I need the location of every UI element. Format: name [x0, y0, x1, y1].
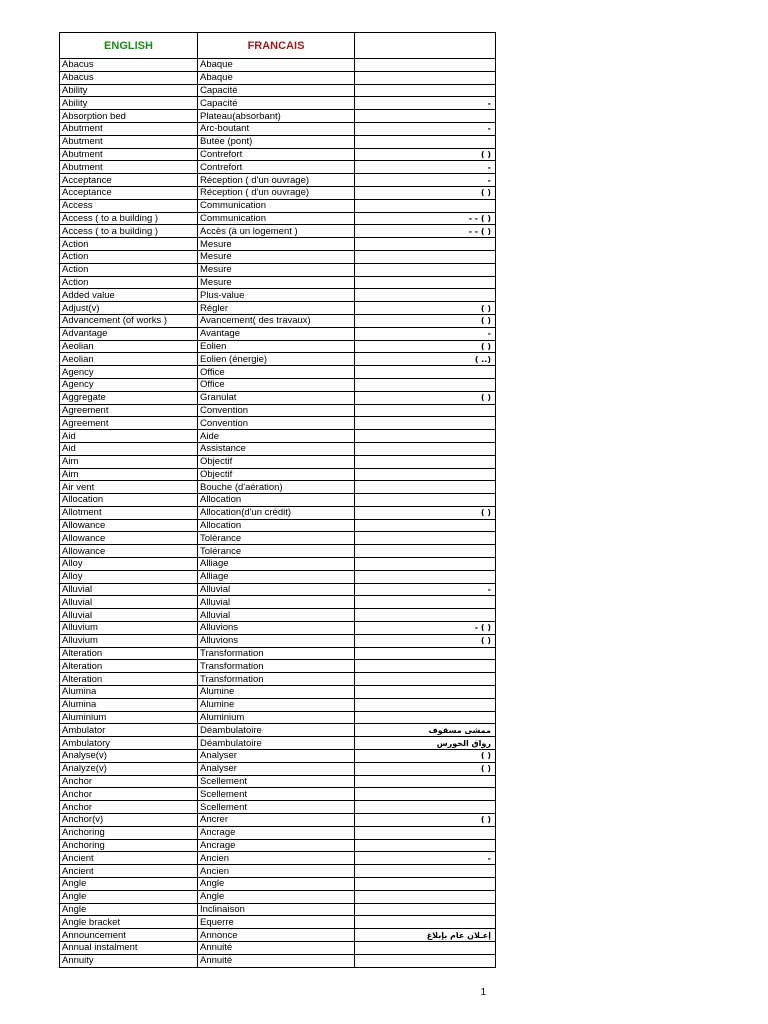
french-term: Avantage [198, 327, 355, 340]
arabic-term [355, 481, 496, 494]
arabic-term [355, 609, 496, 622]
arabic-term: ( ) [355, 314, 496, 327]
table-row [60, 148, 496, 161]
french-term: Plus-value [198, 289, 355, 302]
arabic-term [355, 647, 496, 660]
arabic-term: ممشى مسقوف [355, 724, 496, 737]
french-term: Contrefort [198, 161, 355, 174]
french-term: Capacité [198, 97, 355, 110]
french-term: Objectif [198, 468, 355, 481]
table-row [60, 199, 496, 212]
french-term: Mesure [198, 263, 355, 276]
arabic-term [355, 468, 496, 481]
french-term: Accès (à un logement ) [198, 225, 355, 238]
arabic-term [355, 545, 496, 558]
english-term: Agency [60, 378, 198, 391]
french-term: Angle [198, 890, 355, 903]
french-term: Tolérance [198, 532, 355, 545]
arabic-term [355, 916, 496, 929]
arabic-term [355, 430, 496, 443]
arabic-term: ( ) [355, 391, 496, 404]
french-term: Annuité [198, 941, 355, 954]
french-term: Réception ( d'un ouvrage) [198, 174, 355, 187]
arabic-term: - [355, 174, 496, 187]
arabic-term: ( ) [355, 506, 496, 519]
table-row [60, 378, 496, 391]
french-term: Ancien [198, 852, 355, 865]
table-row [60, 404, 496, 417]
table-row [60, 122, 496, 135]
english-term: Access ( to a building ) [60, 225, 198, 238]
table-row [60, 110, 496, 123]
french-term: Convention [198, 417, 355, 430]
french-term: Analyser [198, 762, 355, 775]
french-term: Scellement [198, 801, 355, 814]
english-term: Advantage [60, 327, 198, 340]
table-row [60, 225, 496, 238]
table-row [60, 852, 496, 865]
french-term: Abaque [198, 71, 355, 84]
french-term: Arc-boutant [198, 122, 355, 135]
french-term: Alluvial [198, 609, 355, 622]
french-term: Equerre [198, 916, 355, 929]
arabic-term: ( ) - - [355, 225, 496, 238]
french-term: Tolérance [198, 545, 355, 558]
english-term: Aid [60, 442, 198, 455]
table-row [60, 954, 496, 967]
table-row [60, 391, 496, 404]
english-term: Alloy [60, 558, 198, 571]
french-term: Office [198, 366, 355, 379]
english-term: Access ( to a building ) [60, 212, 198, 225]
table-row [60, 801, 496, 814]
french-term: Bouche (d'aération) [198, 481, 355, 494]
table-row [60, 865, 496, 878]
table-row [60, 174, 496, 187]
french-term: Eolien (énergie) [198, 353, 355, 366]
french-term: Mesure [198, 238, 355, 251]
table-row [60, 238, 496, 251]
arabic-term: - [355, 161, 496, 174]
french-term: Transformation [198, 673, 355, 686]
french-term: Abaque [198, 59, 355, 72]
table-row [60, 711, 496, 724]
english-term: Aid [60, 430, 198, 443]
english-term: Action [60, 238, 198, 251]
french-term: Objectif [198, 455, 355, 468]
english-term: Acceptance [60, 186, 198, 199]
english-term: Absorption bed [60, 110, 198, 123]
french-term: Réception ( d'un ouvrage) [198, 186, 355, 199]
english-term: Allocation [60, 494, 198, 507]
table-body [60, 59, 496, 968]
table-row [60, 59, 496, 72]
table-row [60, 430, 496, 443]
arabic-term [355, 890, 496, 903]
english-term: Aluminium [60, 711, 198, 724]
french-term: Déambulatoire [198, 737, 355, 750]
english-term: Angle [60, 903, 198, 916]
english-term: Annuity [60, 954, 198, 967]
english-term: Alluvial [60, 609, 198, 622]
french-term: Contrefort [198, 148, 355, 161]
arabic-term [355, 404, 496, 417]
french-term: Transformation [198, 647, 355, 660]
table-row [60, 494, 496, 507]
arabic-term [355, 673, 496, 686]
table-row [60, 609, 496, 622]
english-term: Abacus [60, 71, 198, 84]
table-row [60, 558, 496, 571]
english-term: Action [60, 263, 198, 276]
arabic-term [355, 59, 496, 72]
french-term: Communication [198, 212, 355, 225]
arabic-term: (.. ) [355, 353, 496, 366]
table-row [60, 775, 496, 788]
english-term: Alteration [60, 673, 198, 686]
french-term: Aluminium [198, 711, 355, 724]
arabic-term: ( ) - - [355, 212, 496, 225]
table-row [60, 71, 496, 84]
french-term: Convention [198, 404, 355, 417]
french-term: Transformation [198, 660, 355, 673]
arabic-term: رواق الخورس [355, 737, 496, 750]
english-term: Alteration [60, 660, 198, 673]
french-term: Alumine [198, 686, 355, 699]
french-term: Plateau(absorbant) [198, 110, 355, 123]
table-row [60, 878, 496, 891]
table-row [60, 660, 496, 673]
french-term: Mesure [198, 276, 355, 289]
arabic-term [355, 570, 496, 583]
header-arabic [355, 33, 496, 59]
arabic-term [355, 135, 496, 148]
english-term: Angle [60, 878, 198, 891]
english-term: Aeolian [60, 340, 198, 353]
english-term: Analyze(v) [60, 762, 198, 775]
french-term: Alliage [198, 558, 355, 571]
table-row [60, 903, 496, 916]
english-term: Ambulatory [60, 737, 198, 750]
french-term: Allocation(d'un crédit) [198, 506, 355, 519]
arabic-term: ( ) [355, 340, 496, 353]
french-term: Granulat [198, 391, 355, 404]
french-term: Mesure [198, 250, 355, 263]
french-term: Butée (pont) [198, 135, 355, 148]
table-row [60, 750, 496, 763]
table-row [60, 583, 496, 596]
french-term: Office [198, 378, 355, 391]
table-row [60, 276, 496, 289]
arabic-term [355, 494, 496, 507]
arabic-term: إعـلان عام بإبلاغ [355, 929, 496, 942]
arabic-term: - [355, 97, 496, 110]
table-row [60, 84, 496, 97]
french-term: Aide [198, 430, 355, 443]
table-row [60, 698, 496, 711]
arabic-term: - [355, 583, 496, 596]
table-row [60, 826, 496, 839]
french-term: Inclinaison [198, 903, 355, 916]
header-francais: FRANCAIS [198, 33, 355, 59]
arabic-term: - [355, 327, 496, 340]
table-row [60, 596, 496, 609]
arabic-term [355, 941, 496, 954]
table-row [60, 622, 496, 635]
english-term: Allowance [60, 532, 198, 545]
english-term: Acceptance [60, 174, 198, 187]
table-row [60, 455, 496, 468]
arabic-term [355, 250, 496, 263]
arabic-term [355, 660, 496, 673]
arabic-term [355, 826, 496, 839]
table-row [60, 302, 496, 315]
english-term: Alteration [60, 647, 198, 660]
table-row [60, 570, 496, 583]
english-term: Ability [60, 84, 198, 97]
table-row [60, 366, 496, 379]
english-term: Alumina [60, 686, 198, 699]
english-term: Allowance [60, 519, 198, 532]
table-row [60, 673, 496, 686]
english-term: Ancient [60, 852, 198, 865]
table-row [60, 724, 496, 737]
table-row [60, 506, 496, 519]
arabic-term: ( ) [355, 762, 496, 775]
arabic-term: ( ) [355, 302, 496, 315]
french-term: Scellement [198, 788, 355, 801]
french-term: Alliage [198, 570, 355, 583]
french-term: Allocation [198, 494, 355, 507]
table-row [60, 647, 496, 660]
arabic-term [355, 442, 496, 455]
english-term: Alluvium [60, 622, 198, 635]
english-term: Anchor [60, 788, 198, 801]
french-term: Capacité [198, 84, 355, 97]
arabic-term [355, 865, 496, 878]
french-term: Eolien [198, 340, 355, 353]
arabic-term [355, 519, 496, 532]
arabic-term: ( ) [355, 814, 496, 827]
english-term: Angle [60, 890, 198, 903]
english-term: Abutment [60, 122, 198, 135]
arabic-term [355, 289, 496, 302]
arabic-term [355, 532, 496, 545]
header-row [60, 33, 496, 59]
table-row [60, 941, 496, 954]
arabic-term [355, 954, 496, 967]
french-term: Assistance [198, 442, 355, 455]
french-term: Angle [198, 878, 355, 891]
english-term: Agreement [60, 417, 198, 430]
arabic-term [355, 263, 496, 276]
english-term: Aim [60, 455, 198, 468]
english-term: Anchoring [60, 826, 198, 839]
arabic-term: ( ) [355, 186, 496, 199]
french-term: Scellement [198, 775, 355, 788]
french-term: Alumine [198, 698, 355, 711]
french-term: Alluvial [198, 583, 355, 596]
arabic-term: ( ) - [355, 622, 496, 635]
english-term: Ambulator [60, 724, 198, 737]
arabic-term [355, 839, 496, 852]
arabic-term [355, 801, 496, 814]
french-term: Ancrage [198, 839, 355, 852]
arabic-term [355, 775, 496, 788]
french-term: Avancement( des travaux) [198, 314, 355, 327]
table-row [60, 442, 496, 455]
glossary-table [59, 32, 496, 968]
table-row [60, 250, 496, 263]
arabic-term [355, 698, 496, 711]
french-term: Annonce [198, 929, 355, 942]
arabic-term [355, 711, 496, 724]
table-row [60, 890, 496, 903]
english-term: Agreement [60, 404, 198, 417]
english-term: Anchor [60, 801, 198, 814]
english-term: Added value [60, 289, 198, 302]
english-term: Abutment [60, 148, 198, 161]
english-term: Abutment [60, 135, 198, 148]
arabic-term [355, 417, 496, 430]
french-term: Ancrer [198, 814, 355, 827]
table-row [60, 353, 496, 366]
arabic-term [355, 558, 496, 571]
arabic-term [355, 378, 496, 391]
arabic-term [355, 903, 496, 916]
french-term: Annuité [198, 954, 355, 967]
table-row [60, 762, 496, 775]
page-number: 1 [480, 987, 486, 998]
arabic-term [355, 455, 496, 468]
table-row [60, 327, 496, 340]
table-row [60, 532, 496, 545]
arabic-term [355, 110, 496, 123]
arabic-term: ( ) [355, 634, 496, 647]
english-term: Alluvium [60, 634, 198, 647]
english-term: Alumina [60, 698, 198, 711]
english-term: Anchoring [60, 839, 198, 852]
arabic-term: ( ) [355, 148, 496, 161]
table-row [60, 519, 496, 532]
table-row [60, 839, 496, 852]
arabic-term [355, 238, 496, 251]
arabic-term [355, 199, 496, 212]
english-term: Angle bracket [60, 916, 198, 929]
arabic-term: - [355, 122, 496, 135]
header-english: ENGLISH [60, 33, 198, 59]
english-term: Abacus [60, 59, 198, 72]
english-term: Access [60, 199, 198, 212]
table-row [60, 314, 496, 327]
arabic-term: ( ) [355, 750, 496, 763]
english-term: Allowance [60, 545, 198, 558]
table-row [60, 545, 496, 558]
english-term: Announcement [60, 929, 198, 942]
french-term: Régler [198, 302, 355, 315]
table-row [60, 929, 496, 942]
english-term: Alluvial [60, 583, 198, 596]
table-row [60, 135, 496, 148]
french-term: Alluvions [198, 622, 355, 635]
french-term: Allocation [198, 519, 355, 532]
table-row [60, 916, 496, 929]
table-row [60, 686, 496, 699]
english-term: Annual instalment [60, 941, 198, 954]
arabic-term [355, 686, 496, 699]
table-row [60, 97, 496, 110]
table-row [60, 481, 496, 494]
english-term: Ability [60, 97, 198, 110]
french-term: Communication [198, 199, 355, 212]
table-row [60, 289, 496, 302]
table-row [60, 814, 496, 827]
arabic-term [355, 596, 496, 609]
table-header [60, 33, 496, 59]
arabic-term [355, 84, 496, 97]
french-term: Analyser [198, 750, 355, 763]
arabic-term [355, 276, 496, 289]
arabic-term: - [355, 852, 496, 865]
french-term: Ancien [198, 865, 355, 878]
english-term: Action [60, 250, 198, 263]
english-term: Aggregate [60, 391, 198, 404]
english-term: Allotment [60, 506, 198, 519]
english-term: Anchor [60, 775, 198, 788]
english-term: Alluvial [60, 596, 198, 609]
table-row [60, 212, 496, 225]
table-row [60, 186, 496, 199]
english-term: Aeolian [60, 353, 198, 366]
english-term: Action [60, 276, 198, 289]
english-term: Adjust(v) [60, 302, 198, 315]
french-term: Alluvions [198, 634, 355, 647]
table-row [60, 468, 496, 481]
english-term: Anchor(v) [60, 814, 198, 827]
table-row [60, 788, 496, 801]
arabic-term [355, 878, 496, 891]
french-term: Ancrage [198, 826, 355, 839]
english-term: Analyse(v) [60, 750, 198, 763]
english-term: Abutment [60, 161, 198, 174]
english-term: Advancement (of works ) [60, 314, 198, 327]
french-term: Déambulatoire [198, 724, 355, 737]
table-row [60, 737, 496, 750]
arabic-term [355, 71, 496, 84]
arabic-term [355, 788, 496, 801]
english-term: Alloy [60, 570, 198, 583]
table-row [60, 263, 496, 276]
table-row [60, 340, 496, 353]
english-term: Ancient [60, 865, 198, 878]
english-term: Aim [60, 468, 198, 481]
english-term: Agency [60, 366, 198, 379]
table-row [60, 161, 496, 174]
table-row [60, 417, 496, 430]
arabic-term [355, 366, 496, 379]
table-row [60, 634, 496, 647]
french-term: Alluvial [198, 596, 355, 609]
english-term: Air vent [60, 481, 198, 494]
